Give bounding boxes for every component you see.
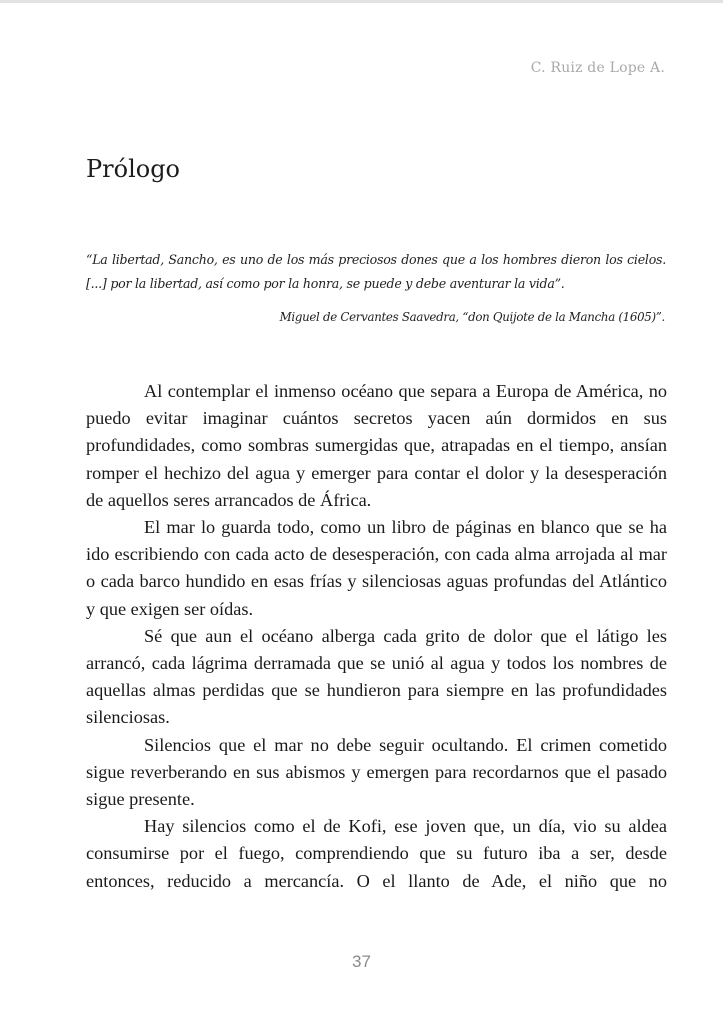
body-paragraph: Hay silencios como el de Kofi, ese joven que, un día, vio su aldea consumirse por el fuego, comprendiendo que su futuro iba a ser, desde entonces, reducido a mercancía. O el llanto de Ade, el niño que no <box>86 816 667 891</box>
body-paragraph: Silencios que el mar no debe seguir ocultando. El crimen cometido sigue reverberando en sus abismos y emergen para recordarnos que el pasado sigue presente. <box>86 734 667 810</box>
chapter-title: Prólogo <box>86 155 181 183</box>
body-paragraph: Sé que aun el océano alberga cada grito de dolor que el látigo les arrancó, cada lágrima derramada que se unió al agua y todos los nombres de aquellas almas perdidas que se hundieron para siempre en las profundidades silenciosas. <box>86 625 667 728</box>
running-header-author: C. Ruiz de Lope A. <box>530 60 665 76</box>
epigraph-source: Miguel de Cervantes Saavedra, “don Quijote de la Mancha (1605)”. <box>279 310 665 324</box>
body-text <box>86 378 667 895</box>
epigraph-quote: “La libertad, Sancho, es uno de los más preciosos dones que a los hombres dieron los cielos. [...] por la libertad, así como por la honra, se puede y debe aventurar la vida”. <box>86 252 666 291</box>
body-paragraph: Al contemplar el inmenso océano que separa a Europa de América, no puedo evitar imaginar cuántos secretos yacen aún dormidos en sus profundidades, como sombras sumergidas que, atrapadas en el tiempo, ansían romper el hechizo del agua y emerger para contar el dolor y la desesperación de aquellos seres arrancados de África. <box>86 381 667 510</box>
body-paragraph: El mar lo guarda todo, como un libro de páginas en blanco que se ha ido escribiendo con cada acto de desesperación, con cada alma arrojada al mar o cada barco hundido en esas frías y silenciosas aguas profundas del Atlántico y que exigen ser oídas. <box>86 517 667 619</box>
top-divider <box>0 0 723 3</box>
page-number: 37 <box>352 952 371 971</box>
